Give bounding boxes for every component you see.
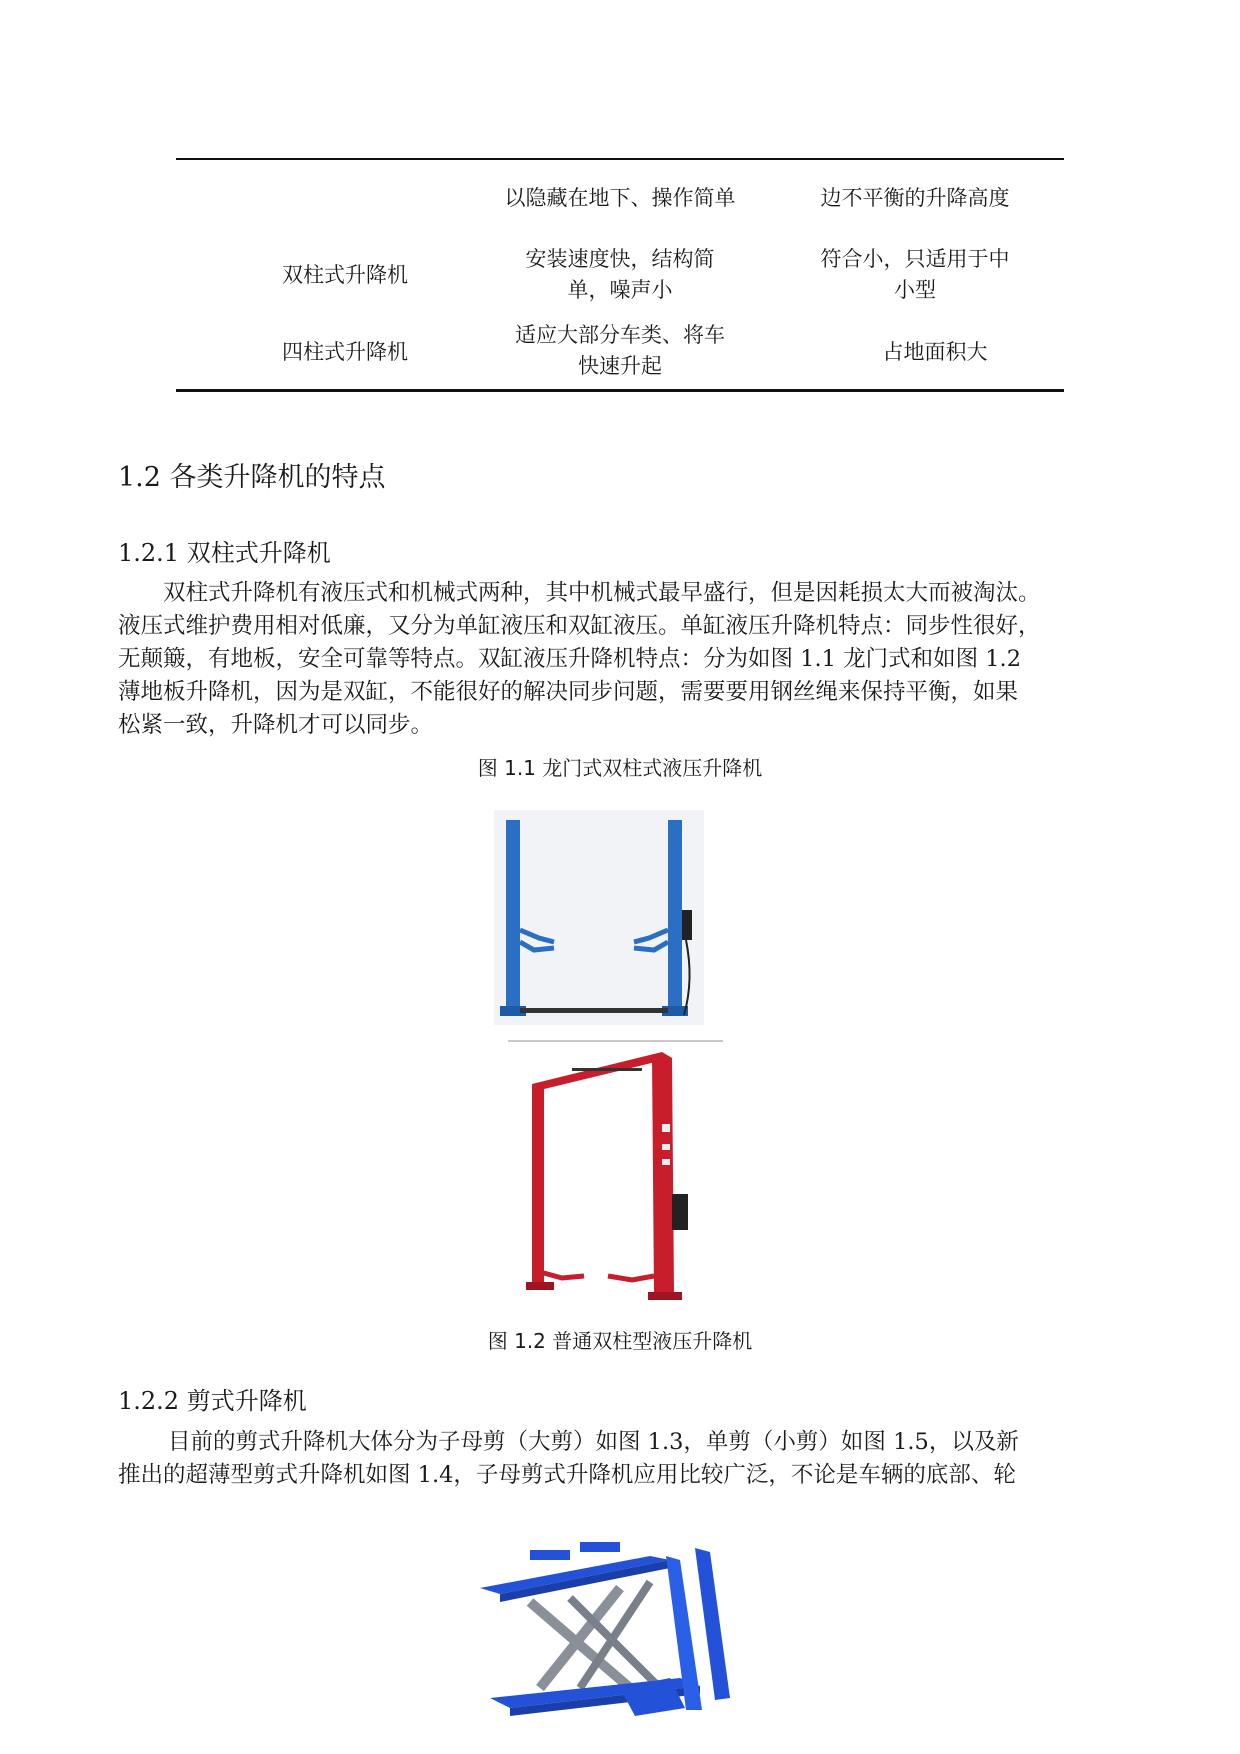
paragraph	[118, 577, 1041, 742]
paragraph-line: 无颠簸，有地板，安全可靠等特点。双缸液压升降机特点：分为如图 1.1 龙门式和如图 1.2	[118, 646, 1022, 672]
figure-1-3-image	[470, 1538, 770, 1728]
paragraph	[118, 1426, 1019, 1492]
subsection-heading: 1.2.2 剪式升降机	[118, 1387, 307, 1415]
lift-post	[652, 1056, 674, 1294]
section-heading: 1.2 各类升降机的特点	[118, 462, 386, 493]
table-cell: 占地面积大	[882, 340, 988, 364]
table-cell: 边不平衡的升降高度	[820, 186, 1010, 210]
table-cell: 四柱式升降机	[282, 340, 408, 364]
table-bottom-rule	[176, 389, 1064, 392]
paragraph-line: 薄地板升降机，因为是双缸，不能很好的解决同步问题，需要要用钢丝绳来保持平衡，如果	[118, 679, 1019, 705]
paragraph-line: 双柱式升降机有液压式和机械式两种，其中机械式最早盛行，但是因耗损太大而被淘汰。	[163, 580, 1041, 606]
paragraph-line: 液压式维护费用相对低廉，又分为单缸液压和双缸液压。单缸液压升降机特点：同步性很好，	[118, 613, 1041, 639]
figure-1-1-image	[494, 810, 704, 1025]
table-cell: 适应大部分车类、将车 快速升起	[515, 323, 725, 378]
figure-caption: 图 1.1 龙门式双柱式液压升降机	[477, 756, 763, 780]
figure-1-2-image	[522, 1044, 712, 1309]
table-cell: 以隐藏在地下、操作简单	[504, 186, 736, 210]
paragraph-line: 目前的剪式升降机大体分为子母剪（大剪）如图 1.3，单剪（小剪）如图 1.5，以及新	[168, 1429, 1019, 1455]
lift-post	[506, 820, 520, 1010]
paragraph-line: 推出的超薄型剪式升降机如图 1.4，子母剪式升降机应用比较广泛，不论是车辆的底部、轮	[118, 1462, 1016, 1488]
table-cell: 双柱式升降机	[282, 263, 408, 287]
subsection-heading: 1.2.1 双柱式升降机	[118, 539, 331, 567]
divider	[508, 1040, 723, 1042]
table-top-rule	[176, 158, 1064, 160]
table-cell: 符合小，只适用于中 小型	[820, 247, 1010, 302]
paragraph-line: 松紧一致，升降机才可以同步。	[118, 712, 434, 738]
figure-caption: 图 1.2 普通双柱型液压升降机	[487, 1329, 753, 1353]
lift-post	[532, 1084, 544, 1284]
lift-post	[668, 820, 682, 1010]
table-cell: 安装速度快，结构简 单，噪声小	[525, 247, 715, 302]
